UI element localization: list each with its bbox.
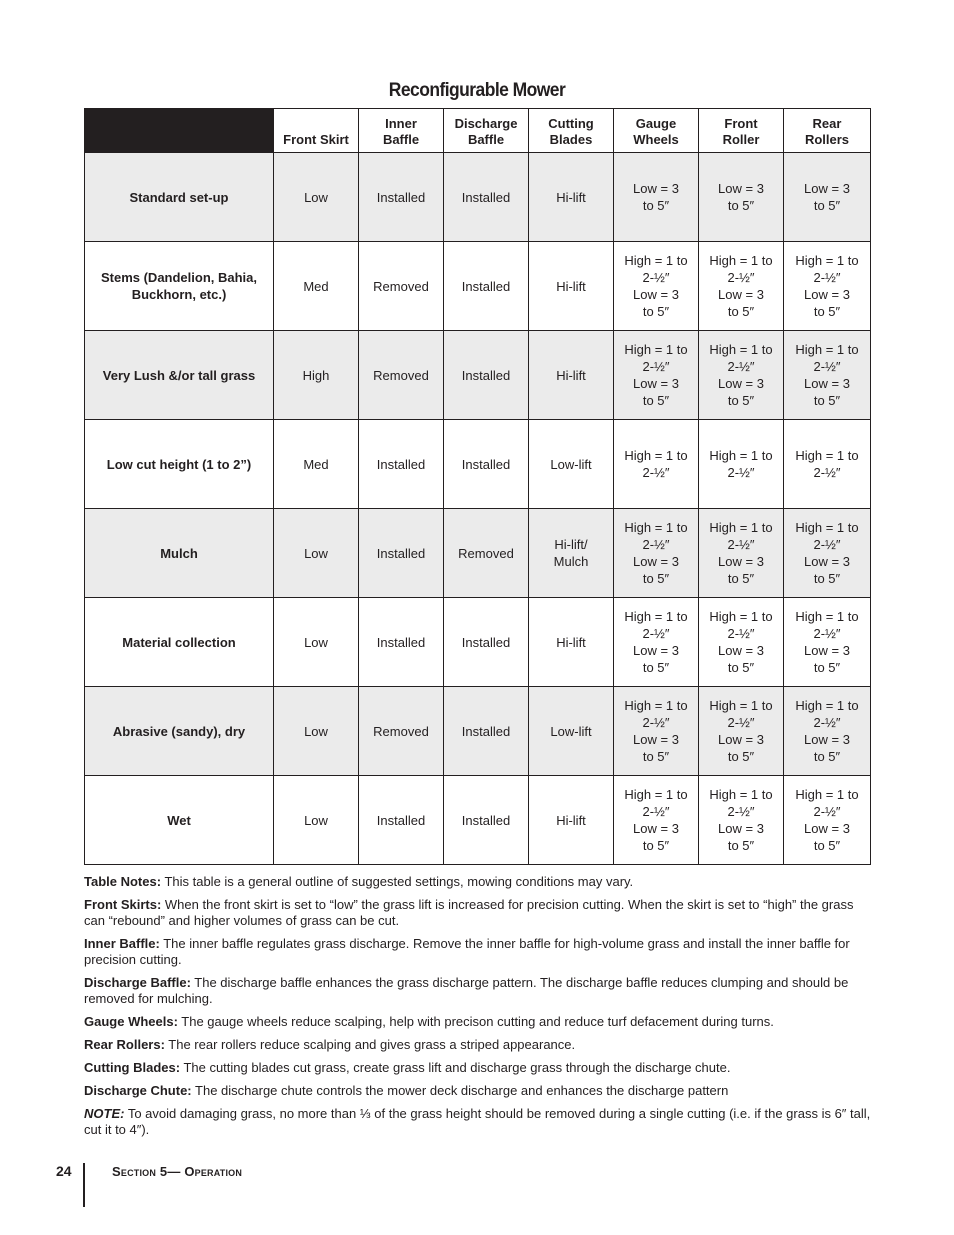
cutting-blades-cell: Hi-lift — [529, 242, 614, 331]
condition-cell: Abrasive (sandy), dry — [85, 687, 274, 776]
discharge-baffle-cell: Installed — [444, 776, 529, 865]
setting-value: High = 1 to 2-½″ — [795, 520, 859, 552]
note-paragraph — [84, 1106, 874, 1138]
table-header-row — [85, 109, 871, 153]
condition-cell: Very Lush &/or tall grass — [85, 331, 274, 420]
setting-value: Low = 3 to 5″ — [804, 181, 850, 213]
note-item-text: The discharge chute controls the mower deck discharge and enhances the discharge pattern — [191, 1083, 729, 1098]
setting-value: High = 1 to 2-½″ — [795, 253, 859, 285]
setting-value: Low = 3 to 5″ — [633, 554, 679, 586]
inner-baffle-cell: Installed — [359, 598, 444, 687]
cutting-blades-cell: Hi-lift — [529, 776, 614, 865]
setting-value: High = 1 to 2-½″ — [624, 253, 688, 285]
table-row — [85, 153, 871, 242]
header-gauge-wheels: Gauge Wheels — [614, 109, 699, 153]
front-roller-cell — [699, 598, 784, 687]
section-title: Section 5— Operation — [112, 1164, 243, 1179]
setting-value: Low = 3 to 5″ — [804, 821, 850, 853]
discharge-baffle-cell: Installed — [444, 242, 529, 331]
setting-value: High = 1 to 2-½″ — [709, 253, 773, 285]
front-skirt-cell: Low — [274, 598, 359, 687]
cutting-blades-cell: Low-lift — [529, 687, 614, 776]
note-item-text: When the front skirt is set to “low” the grass lift is increased for precision cutting. When the skirt is set to “high” the grass can “rebound” and higher volumes of grass can be cut. — [84, 897, 854, 928]
inner-baffle-cell: Installed — [359, 153, 444, 242]
setting-value: Low = 3 to 5″ — [804, 643, 850, 675]
setting-value: High = 1 to 2-½″ — [795, 342, 859, 374]
note-item-text: The gauge wheels reduce scalping, help with precison cutting and reduce turf defacement during turns. — [177, 1014, 774, 1029]
note-item-text: The discharge baffle enhances the grass discharge pattern. The discharge baffle reduces clumping and should be removed for mulching. — [84, 975, 849, 1006]
discharge-baffle-cell: Installed — [444, 420, 529, 509]
setting-value: High = 1 to 2-½″ — [624, 520, 688, 552]
setting-value: High = 1 to 2-½″ — [624, 448, 688, 480]
setting-value: Low = 3 to 5″ — [633, 287, 679, 319]
setting-value: Low = 3 to 5″ — [804, 376, 850, 408]
setting-value: Low = 3 to 5″ — [633, 732, 679, 764]
rear-rollers-cell — [784, 420, 871, 509]
front-skirt-cell: Low — [274, 153, 359, 242]
note-item — [84, 1060, 874, 1076]
front-roller-cell — [699, 776, 784, 865]
front-roller-cell — [699, 420, 784, 509]
cutting-blades-cell: Hi-lift — [529, 153, 614, 242]
setting-value: Low = 3 to 5″ — [718, 732, 764, 764]
setting-value: High = 1 to 2-½″ — [795, 609, 859, 641]
header-front-skirt: Front Skirt — [274, 109, 359, 153]
note-item-label: Table Notes: — [84, 874, 162, 889]
setting-value: Low = 3 to 5″ — [633, 643, 679, 675]
front-roller-cell — [699, 331, 784, 420]
gauge-wheels-cell — [614, 776, 699, 865]
condition-cell: Stems (Dandelion, Bahia, Buckhorn, etc.) — [85, 242, 274, 331]
setting-value: Low = 3 to 5″ — [633, 821, 679, 853]
setting-value: High = 1 to 2-½″ — [624, 787, 688, 819]
setting-value: Low = 3 to 5″ — [633, 181, 679, 213]
note-item — [84, 1014, 874, 1030]
note-item — [84, 1083, 874, 1099]
note-item — [84, 936, 874, 968]
inner-baffle-cell: Installed — [359, 509, 444, 598]
settings-table — [84, 108, 871, 865]
setting-value: Low = 3 to 5″ — [718, 821, 764, 853]
note-item-text: The rear rollers reduce scalping and gives grass a striped appearance. — [164, 1037, 576, 1052]
discharge-baffle-cell: Installed — [444, 331, 529, 420]
note-item — [84, 874, 874, 890]
page-number: 24 — [56, 1163, 72, 1179]
cutting-blades-cell: Hi-lift — [529, 331, 614, 420]
front-roller-cell — [699, 687, 784, 776]
front-skirt-cell: Med — [274, 242, 359, 331]
table-row — [85, 598, 871, 687]
cutting-blades-cell: Low-lift — [529, 420, 614, 509]
setting-value: High = 1 to 2-½″ — [795, 787, 859, 819]
setting-value: High = 1 to 2-½″ — [624, 609, 688, 641]
table-notes — [84, 874, 874, 1145]
inner-baffle-cell: Removed — [359, 331, 444, 420]
note-item-label: Inner Baffle: — [84, 936, 160, 951]
note-label: NOTE: — [84, 1106, 125, 1121]
table-row — [85, 242, 871, 331]
front-skirt-cell: Low — [274, 509, 359, 598]
note-item-label: Cutting Blades: — [84, 1060, 181, 1075]
table-row — [85, 687, 871, 776]
inner-baffle-cell: Installed — [359, 420, 444, 509]
condition-cell: Material collection — [85, 598, 274, 687]
setting-value: High = 1 to 2-½″ — [709, 520, 773, 552]
cutting-blades-cell: Hi-lift/ Mulch — [529, 509, 614, 598]
front-roller-cell — [699, 153, 784, 242]
front-skirt-cell: Low — [274, 776, 359, 865]
setting-value: High = 1 to 2-½″ — [709, 342, 773, 374]
setting-value: High = 1 to 2-½″ — [709, 609, 773, 641]
gauge-wheels-cell — [614, 242, 699, 331]
table-body — [85, 153, 871, 865]
gauge-wheels-cell — [614, 331, 699, 420]
table-row — [85, 420, 871, 509]
note-item-text: The cutting blades cut grass, create grass lift and discharge grass through the discharge chute. — [180, 1060, 731, 1075]
setting-value: Low = 3 to 5″ — [633, 376, 679, 408]
gauge-wheels-cell — [614, 420, 699, 509]
setting-value: Low = 3 to 5″ — [718, 287, 764, 319]
setting-value: Low = 3 to 5″ — [804, 732, 850, 764]
rear-rollers-cell — [784, 242, 871, 331]
note-item — [84, 975, 874, 1007]
setting-value: High = 1 to 2-½″ — [624, 698, 688, 730]
rear-rollers-cell — [784, 331, 871, 420]
front-skirt-cell: Low — [274, 687, 359, 776]
front-skirt-cell: High — [274, 331, 359, 420]
setting-value: High = 1 to 2-½″ — [709, 448, 773, 480]
header-rear-rollers: Rear Rollers — [784, 109, 871, 153]
setting-value: Low = 3 to 5″ — [804, 287, 850, 319]
header-inner-baffle: Inner Baffle — [359, 109, 444, 153]
inner-baffle-cell: Removed — [359, 687, 444, 776]
setting-value: High = 1 to 2-½″ — [795, 448, 859, 480]
gauge-wheels-cell — [614, 598, 699, 687]
notes-list — [84, 874, 874, 1099]
rear-rollers-cell — [784, 509, 871, 598]
note-item — [84, 897, 874, 929]
footer-divider — [83, 1163, 85, 1207]
rear-rollers-cell — [784, 153, 871, 242]
gauge-wheels-cell — [614, 687, 699, 776]
note-item — [84, 1037, 874, 1053]
setting-value: High = 1 to 2-½″ — [795, 698, 859, 730]
table-row — [85, 776, 871, 865]
setting-value: Low = 3 to 5″ — [718, 643, 764, 675]
note-item-label: Front Skirts: — [84, 897, 162, 912]
setting-value: Low = 3 to 5″ — [718, 181, 764, 213]
discharge-baffle-cell: Removed — [444, 509, 529, 598]
front-skirt-cell: Med — [274, 420, 359, 509]
rear-rollers-cell — [784, 598, 871, 687]
note-item-label: Gauge Wheels: — [84, 1014, 178, 1029]
cutting-blades-cell: Hi-lift — [529, 598, 614, 687]
header-corner — [85, 109, 274, 153]
front-roller-cell — [699, 242, 784, 331]
inner-baffle-cell: Removed — [359, 242, 444, 331]
setting-value: Low = 3 to 5″ — [804, 554, 850, 586]
table-row — [85, 509, 871, 598]
gauge-wheels-cell — [614, 153, 699, 242]
inner-baffle-cell: Installed — [359, 776, 444, 865]
setting-value: Low = 3 to 5″ — [718, 376, 764, 408]
note-item-label: Rear Rollers: — [84, 1037, 165, 1052]
condition-cell: Low cut height (1 to 2”) — [85, 420, 274, 509]
setting-value: High = 1 to 2-½″ — [709, 787, 773, 819]
rear-rollers-cell — [784, 687, 871, 776]
condition-cell: Standard set-up — [85, 153, 274, 242]
rear-rollers-cell — [784, 776, 871, 865]
discharge-baffle-cell: Installed — [444, 153, 529, 242]
note-item-text: This table is a general outline of suggested settings, mowing conditions may vary. — [161, 874, 634, 889]
note-item-text: The inner baffle regulates grass discharge. Remove the inner baffle for high-volume grass and install the inner baffle for precision cutting. — [84, 936, 850, 967]
note-item-label: Discharge Chute: — [84, 1083, 192, 1098]
table-row — [85, 331, 871, 420]
discharge-baffle-cell: Installed — [444, 687, 529, 776]
condition-cell: Mulch — [85, 509, 274, 598]
note-text: To avoid damaging grass, no more than ⅓ of the grass height should be removed during a single cutting (i.e. if the grass is 6″ tall, cut it to 4″). — [84, 1106, 871, 1137]
header-front-roller: Front Roller — [699, 109, 784, 153]
page-title: Reconfigurable Mower — [388, 80, 566, 101]
setting-value: High = 1 to 2-½″ — [624, 342, 688, 374]
front-roller-cell — [699, 509, 784, 598]
gauge-wheels-cell — [614, 509, 699, 598]
header-cutting-blades: Cutting Blades — [529, 109, 614, 153]
header-discharge-baffle: Discharge Baffle — [444, 109, 529, 153]
discharge-baffle-cell: Installed — [444, 598, 529, 687]
setting-value: Low = 3 to 5″ — [718, 554, 764, 586]
note-item-label: Discharge Baffle: — [84, 975, 191, 990]
setting-value: High = 1 to 2-½″ — [709, 698, 773, 730]
condition-cell: Wet — [85, 776, 274, 865]
